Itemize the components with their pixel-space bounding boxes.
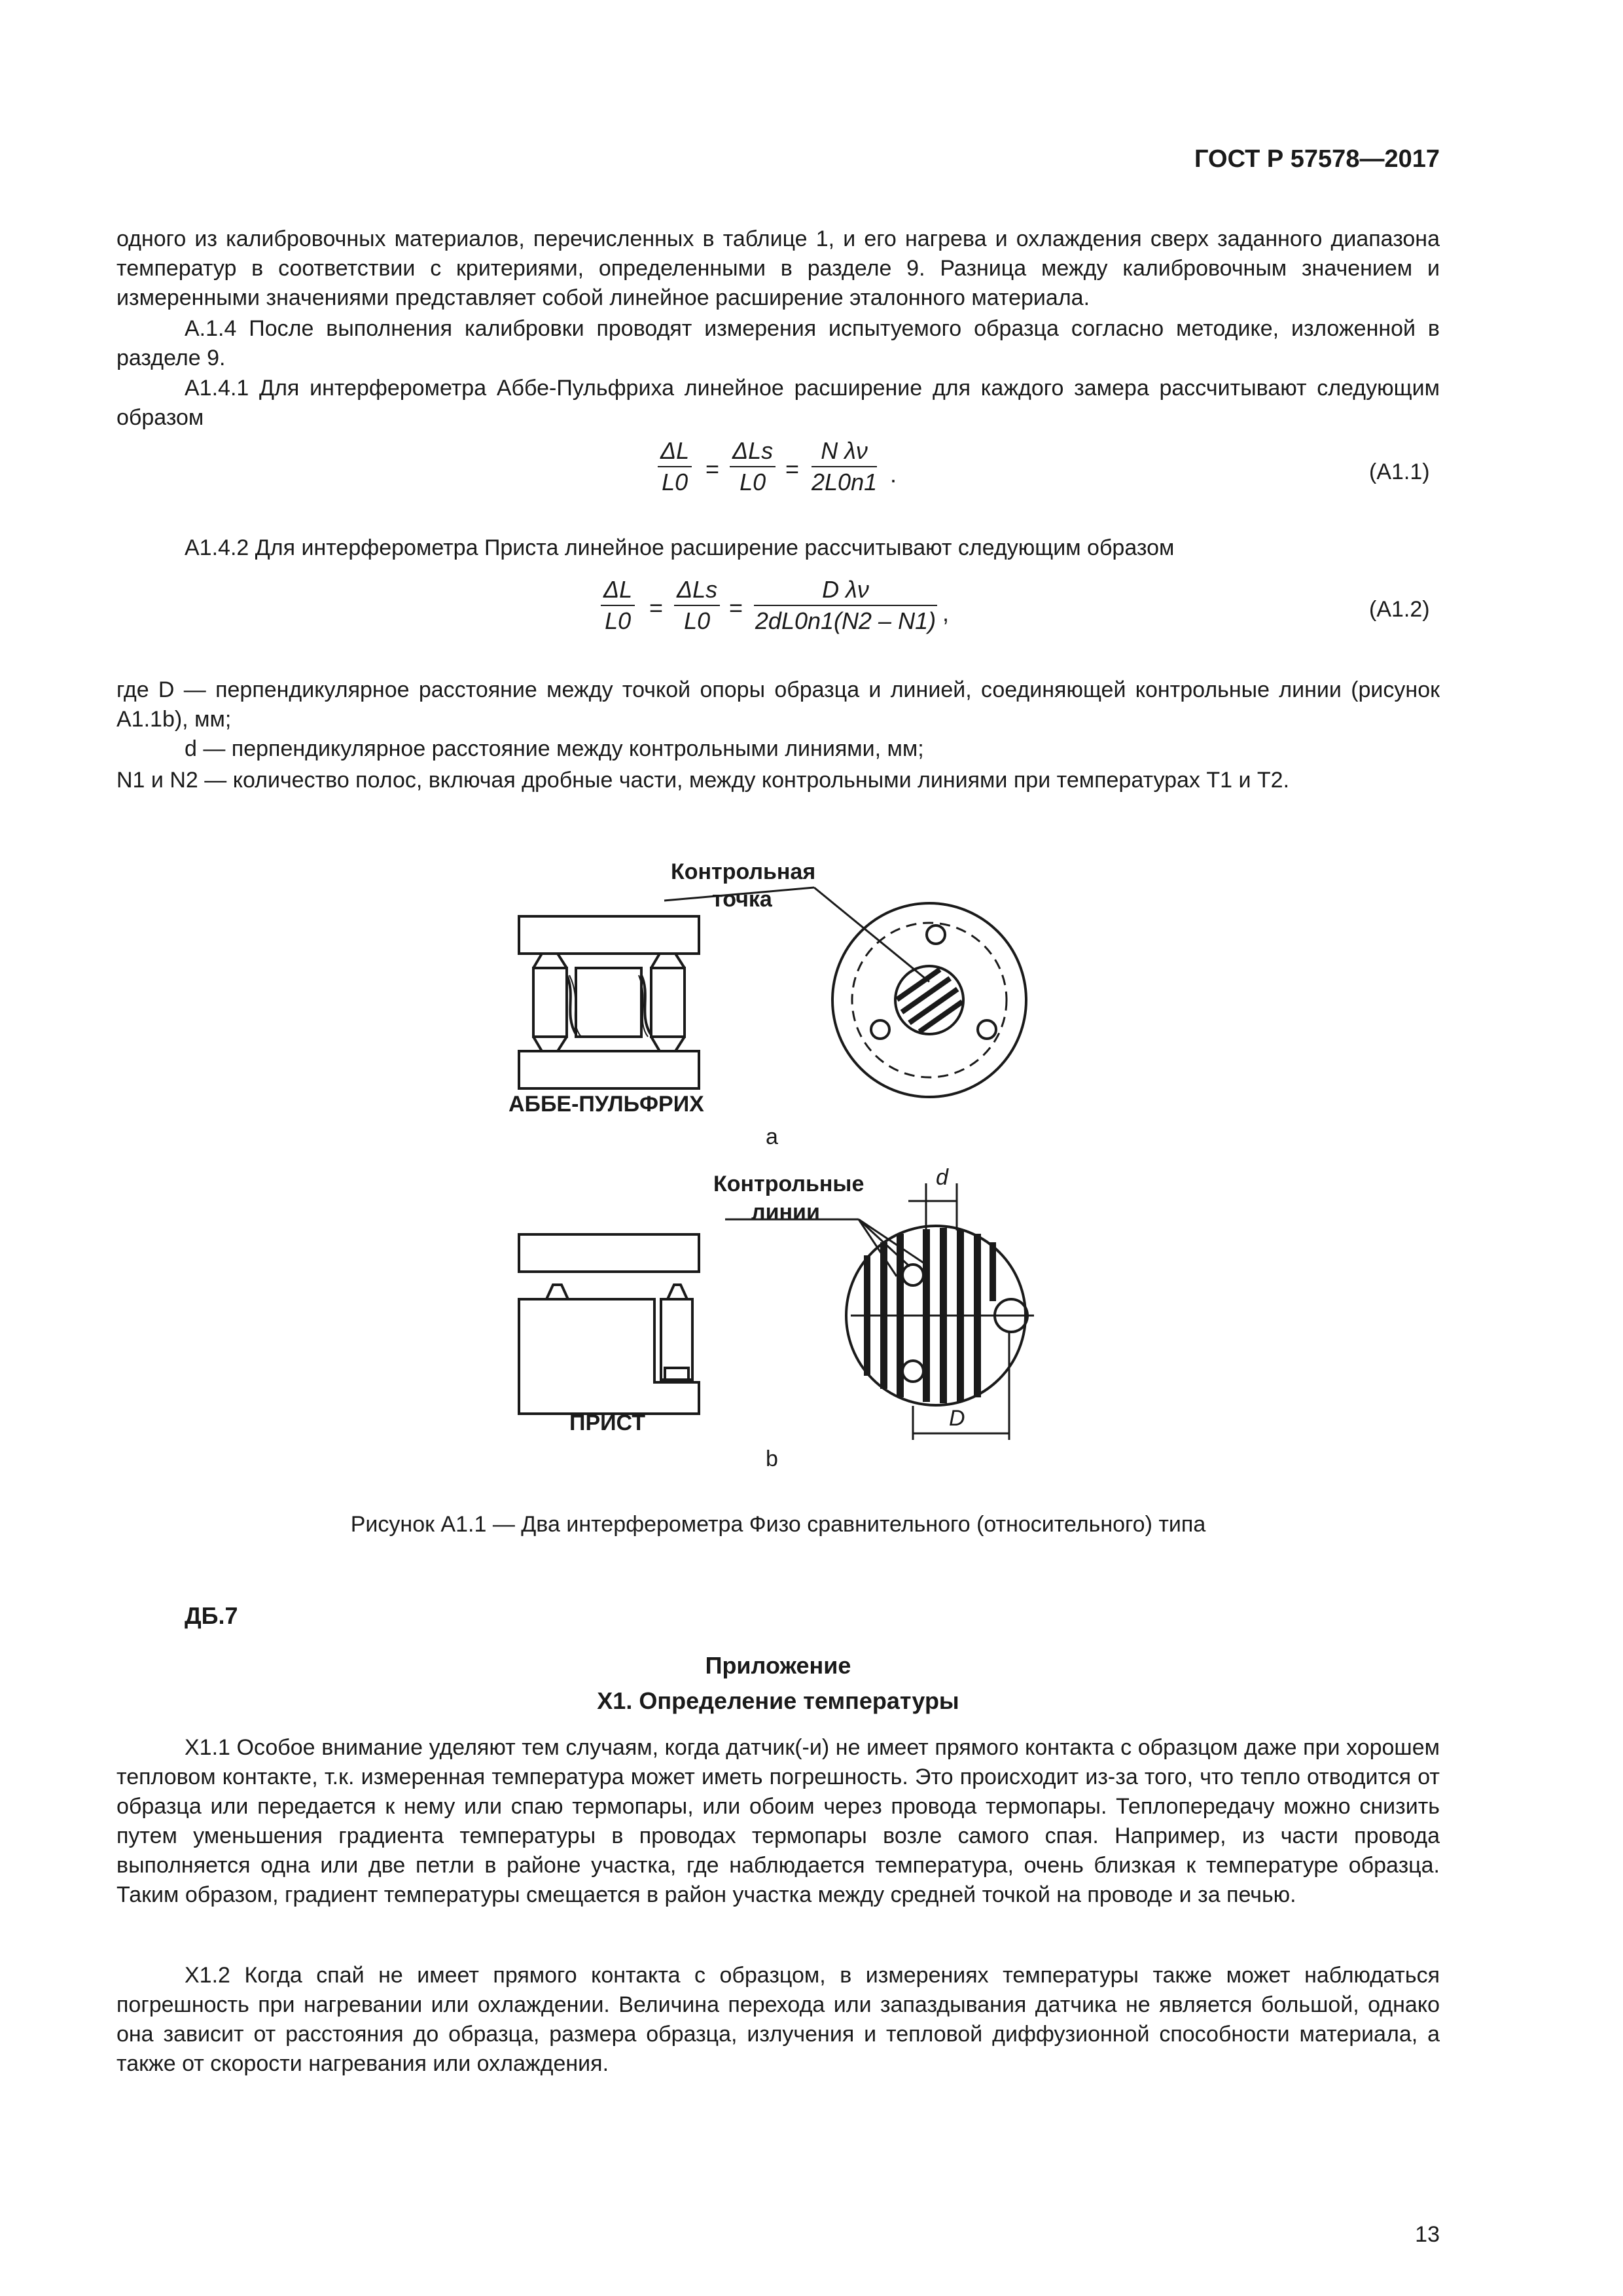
frac-numerator: D λν xyxy=(754,576,937,606)
frac-denominator: L0 xyxy=(740,469,766,495)
page-number: 13 xyxy=(1415,2222,1440,2247)
abbe-top-plate xyxy=(519,916,699,954)
frac-denominator: L0 xyxy=(605,607,632,634)
paragraph-a1-4-1: А1.4.1 Для интерферометра Аббе-Пульфриха линейное расширение для каждого замера рассчитывают следующим образом xyxy=(116,376,1440,430)
label-D: D xyxy=(949,1406,965,1431)
priest-top-plate xyxy=(519,1234,699,1272)
equals-sign: = xyxy=(649,594,664,621)
frac-numerator: ΔLs xyxy=(730,437,776,467)
label-control-lines-1: Контрольные xyxy=(713,1172,865,1196)
paragraph-a-1-4: А.1.4 После выполнения калибровки проводят измерения испытуемого образца согласно методике, изложенной в разделе 9. xyxy=(116,316,1440,370)
paragraph-a1-4-2: А1.4.2 Для интерферометра Приста линейное расширение рассчитывают следующим образом xyxy=(185,535,1175,560)
where-N: N1 и N2 — количество полос, включая дробные части, между контрольными линиями при температурах T1 и T2. xyxy=(116,768,1290,793)
label-control-point-1: Контрольная xyxy=(671,859,816,884)
paragraph-x1-1: X1.1 Особое внимание уделяют тем случаям, когда датчик(-и) не имеет прямого контакта с образцом даже при хорошем тепловом контакте, т.к. измеренная температура может иметь погрешность. Это происходит из-за того, что тепло отводится от образца или передается к нему или спаю термопары, или обоим через провода термопары. Теплопередачу можно снизить путем уменьшения градиента температуры в проводах термопары возле самого спая. Например, из части провода выполняется одна или две петли в районе участка, где наблюдается температура, очень близкая к температуре образца. Таким образом, градиент температуры смещается в район участка между средней точкой на проводе и за печью. xyxy=(116,1735,1440,1907)
sublabel-b: b xyxy=(766,1446,778,1471)
section-db7: ДБ.7 xyxy=(185,1602,238,1629)
label-d: d xyxy=(936,1165,948,1190)
abbe-specimen xyxy=(576,968,641,1037)
priest-fringe-pattern xyxy=(864,1228,996,1403)
equals-sign: = xyxy=(729,594,743,621)
where-D: где D — перпендикулярное расстояние между точкой опоры образца и линией, соединяющей контрольные линии (рисунок А1.1b), мм; xyxy=(116,677,1440,732)
label-control-lines-2: линии xyxy=(751,1200,820,1225)
paragraph-x1-2: X1.2 Когда спай не имеет прямого контакта с образцом, в измерениях температуры также может наблюдаться погрешность при нагревании или охлаждении. Величина перехода или запаздывания датчика не является большой, однако она зависит от расстояния до образца, размера образца, излучения и тепловой диффузионной способности материала, а также от скорости нагревания или охлаждения. xyxy=(116,1963,1440,2076)
frac-numerator: ΔL xyxy=(658,437,692,467)
label-abbe-pulfrich: АББЕ-ПУЛЬФРИХ xyxy=(508,1092,704,1117)
figure-caption: Рисунок А1.1 — Два интерферометра Физо сравнительного (относительного) типа xyxy=(350,1512,1206,1537)
paragraph-calibration: одного из калибровочных материалов, перечисленных в таблице 1, и его нагрева и охлаждения сверх заданного диапазона температур в соответствии с критериями, определенными в разделе 9. Разница между калибровочным значением и измеренными значениями представляет собой линейное расширение эталонного материала. xyxy=(116,226,1440,310)
label-priest: ПРИСТ xyxy=(569,1410,646,1435)
frac-numerator: ΔL xyxy=(601,576,635,606)
appendix-title: Приложение xyxy=(705,1652,851,1679)
frac-numerator: ΔLs xyxy=(674,576,720,606)
sublabel-a: a xyxy=(766,1124,778,1149)
equation-number: (А1.2) xyxy=(1369,597,1430,622)
frac-numerator: N λν xyxy=(812,437,877,467)
frac-denominator: L0 xyxy=(662,469,688,495)
where-d: d — перпендикулярное расстояние между контрольными линиями, мм; xyxy=(185,736,924,761)
formula-end-mark: . xyxy=(890,461,897,488)
frac-denominator: 2L0n1 xyxy=(812,469,878,495)
formula-end-mark: , xyxy=(942,600,950,626)
abbe-bottom-plate xyxy=(519,1051,699,1088)
abbe-disc xyxy=(832,903,1026,1097)
equals-sign: = xyxy=(785,456,800,482)
equals-sign: = xyxy=(705,456,720,482)
label-control-point-2: точка xyxy=(712,887,772,912)
x1-title: X1. Определение температуры xyxy=(597,1687,959,1714)
frac-denominator: 2dL0n1(N2 – N1) xyxy=(755,607,936,634)
frac-denominator: L0 xyxy=(684,607,711,634)
document-id: ГОСТ Р 57578—2017 xyxy=(1194,145,1440,173)
priest-base xyxy=(519,1299,699,1414)
equation-number: (А1.1) xyxy=(1369,459,1430,484)
